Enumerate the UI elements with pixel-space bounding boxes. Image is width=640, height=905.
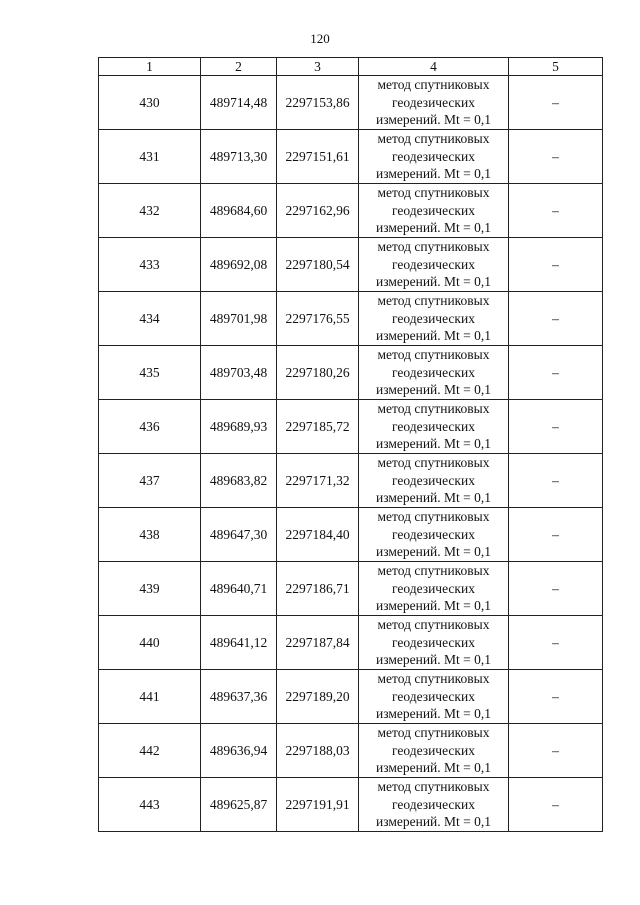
note-cell: – <box>509 454 603 508</box>
method-cell <box>359 346 509 400</box>
x-coordinate-cell: 489713,30 <box>201 130 277 184</box>
table-row <box>99 130 603 184</box>
method-text-line: метод спутниковых <box>377 617 490 633</box>
note-cell: – <box>509 184 603 238</box>
method-text-line: измерений. Mt = 0,1 <box>375 598 492 614</box>
x-coordinate-cell: 489683,82 <box>201 454 277 508</box>
method-text-line: геодезических <box>392 796 475 812</box>
note-cell: – <box>509 238 603 292</box>
table-row <box>99 292 603 346</box>
y-coordinate-cell: 2297162,96 <box>277 184 359 238</box>
method-cell <box>359 454 509 508</box>
method-cell <box>359 400 509 454</box>
x-coordinate-cell: 489636,94 <box>201 724 277 778</box>
y-coordinate-cell: 2297186,71 <box>277 562 359 616</box>
point-number-cell: 432 <box>99 184 201 238</box>
y-coordinate-cell: 2297153,86 <box>277 76 359 130</box>
note-cell: – <box>509 130 603 184</box>
y-coordinate-cell: 2297151,61 <box>277 130 359 184</box>
method-text-line: метод спутниковых <box>377 131 490 147</box>
method-text-line: геодезических <box>392 472 475 488</box>
coordinates-table <box>98 57 603 832</box>
method-text-line: метод спутниковых <box>377 293 490 309</box>
method-text-line: геодезических <box>392 148 475 164</box>
column-header: 1 <box>99 58 201 76</box>
x-coordinate-cell: 489647,30 <box>201 508 277 562</box>
method-text-line: геодезических <box>392 310 475 326</box>
method-text-line: измерений. Mt = 0,1 <box>375 544 492 560</box>
table-row <box>99 76 603 130</box>
y-coordinate-cell: 2297171,32 <box>277 454 359 508</box>
method-text-line: метод спутниковых <box>377 563 490 579</box>
column-header: 4 <box>359 58 509 76</box>
point-number-cell: 436 <box>99 400 201 454</box>
method-text-line: геодезических <box>392 580 475 596</box>
note-cell: – <box>509 508 603 562</box>
method-text-line: геодезических <box>392 418 475 434</box>
method-cell <box>359 292 509 346</box>
column-header: 5 <box>509 58 603 76</box>
table-row <box>99 616 603 670</box>
method-cell <box>359 238 509 292</box>
method-text-line: измерений. Mt = 0,1 <box>375 814 492 830</box>
method-text-line: метод спутниковых <box>377 455 490 471</box>
method-text-line: измерений. Mt = 0,1 <box>375 274 492 290</box>
method-text-line: измерений. Mt = 0,1 <box>375 112 492 128</box>
point-number-cell: 434 <box>99 292 201 346</box>
x-coordinate-cell: 489625,87 <box>201 778 277 832</box>
column-header: 3 <box>277 58 359 76</box>
method-cell <box>359 508 509 562</box>
method-text-line: метод спутниковых <box>377 77 490 93</box>
note-cell: – <box>509 292 603 346</box>
y-coordinate-cell: 2297188,03 <box>277 724 359 778</box>
column-header: 2 <box>201 58 277 76</box>
method-text-line: измерений. Mt = 0,1 <box>375 436 492 452</box>
method-cell <box>359 184 509 238</box>
method-cell <box>359 778 509 832</box>
note-cell: – <box>509 616 603 670</box>
method-cell <box>359 76 509 130</box>
x-coordinate-cell: 489703,48 <box>201 346 277 400</box>
table-row <box>99 724 603 778</box>
x-coordinate-cell: 489689,93 <box>201 400 277 454</box>
method-text-line: измерений. Mt = 0,1 <box>375 706 492 722</box>
table-row <box>99 670 603 724</box>
table-row <box>99 238 603 292</box>
point-number-cell: 430 <box>99 76 201 130</box>
method-text-line: измерений. Mt = 0,1 <box>375 490 492 506</box>
method-text-line: метод спутниковых <box>377 779 490 795</box>
note-cell: – <box>509 670 603 724</box>
method-text-line: метод спутниковых <box>377 185 490 201</box>
table-row <box>99 562 603 616</box>
point-number-cell: 440 <box>99 616 201 670</box>
method-cell <box>359 130 509 184</box>
x-coordinate-cell: 489641,12 <box>201 616 277 670</box>
point-number-cell: 435 <box>99 346 201 400</box>
method-text-line: метод спутниковых <box>377 239 490 255</box>
y-coordinate-cell: 2297185,72 <box>277 400 359 454</box>
method-text-line: измерений. Mt = 0,1 <box>375 652 492 668</box>
method-text-line: измерений. Mt = 0,1 <box>375 166 492 182</box>
page-number: 120 <box>310 31 330 46</box>
method-text-line: геодезических <box>392 94 475 110</box>
x-coordinate-cell: 489637,36 <box>201 670 277 724</box>
point-number-cell: 443 <box>99 778 201 832</box>
y-coordinate-cell: 2297191,91 <box>277 778 359 832</box>
method-text-line: геодезических <box>392 634 475 650</box>
x-coordinate-cell: 489640,71 <box>201 562 277 616</box>
method-text-line: геодезических <box>392 526 475 542</box>
table-row <box>99 400 603 454</box>
method-text-line: измерений. Mt = 0,1 <box>375 328 492 344</box>
method-text-line: геодезических <box>392 256 475 272</box>
method-text-line: метод спутниковых <box>377 671 490 687</box>
note-cell: – <box>509 778 603 832</box>
point-number-cell: 438 <box>99 508 201 562</box>
method-text-line: геодезических <box>392 202 475 218</box>
note-cell: – <box>509 562 603 616</box>
method-text-line: метод спутниковых <box>377 509 490 525</box>
y-coordinate-cell: 2297180,54 <box>277 238 359 292</box>
method-cell <box>359 616 509 670</box>
table-row <box>99 184 603 238</box>
y-coordinate-cell: 2297187,84 <box>277 616 359 670</box>
table-row <box>99 346 603 400</box>
table-row <box>99 454 603 508</box>
point-number-cell: 439 <box>99 562 201 616</box>
y-coordinate-cell: 2297189,20 <box>277 670 359 724</box>
note-cell: – <box>509 400 603 454</box>
note-cell: – <box>509 724 603 778</box>
x-coordinate-cell: 489684,60 <box>201 184 277 238</box>
method-cell <box>359 562 509 616</box>
method-text-line: измерений. Mt = 0,1 <box>375 382 492 398</box>
method-text-line: метод спутниковых <box>377 401 490 417</box>
table-row <box>99 508 603 562</box>
method-text-line: геодезических <box>392 688 475 704</box>
method-text-line: геодезических <box>392 364 475 380</box>
point-number-cell: 437 <box>99 454 201 508</box>
point-number-cell: 442 <box>99 724 201 778</box>
method-text-line: измерений. Mt = 0,1 <box>375 760 492 776</box>
point-number-cell: 441 <box>99 670 201 724</box>
method-text-line: измерений. Mt = 0,1 <box>375 220 492 236</box>
method-cell <box>359 724 509 778</box>
method-text-line: метод спутниковых <box>377 347 490 363</box>
note-cell: – <box>509 346 603 400</box>
method-text-line: геодезических <box>392 742 475 758</box>
point-number-cell: 433 <box>99 238 201 292</box>
y-coordinate-cell: 2297176,55 <box>277 292 359 346</box>
method-cell <box>359 670 509 724</box>
note-cell: – <box>509 76 603 130</box>
y-coordinate-cell: 2297184,40 <box>277 508 359 562</box>
point-number-cell: 431 <box>99 130 201 184</box>
method-text-line: метод спутниковых <box>377 725 490 741</box>
table-header-row <box>99 58 603 76</box>
y-coordinate-cell: 2297180,26 <box>277 346 359 400</box>
table-row <box>99 778 603 832</box>
x-coordinate-cell: 489701,98 <box>201 292 277 346</box>
x-coordinate-cell: 489692,08 <box>201 238 277 292</box>
x-coordinate-cell: 489714,48 <box>201 76 277 130</box>
